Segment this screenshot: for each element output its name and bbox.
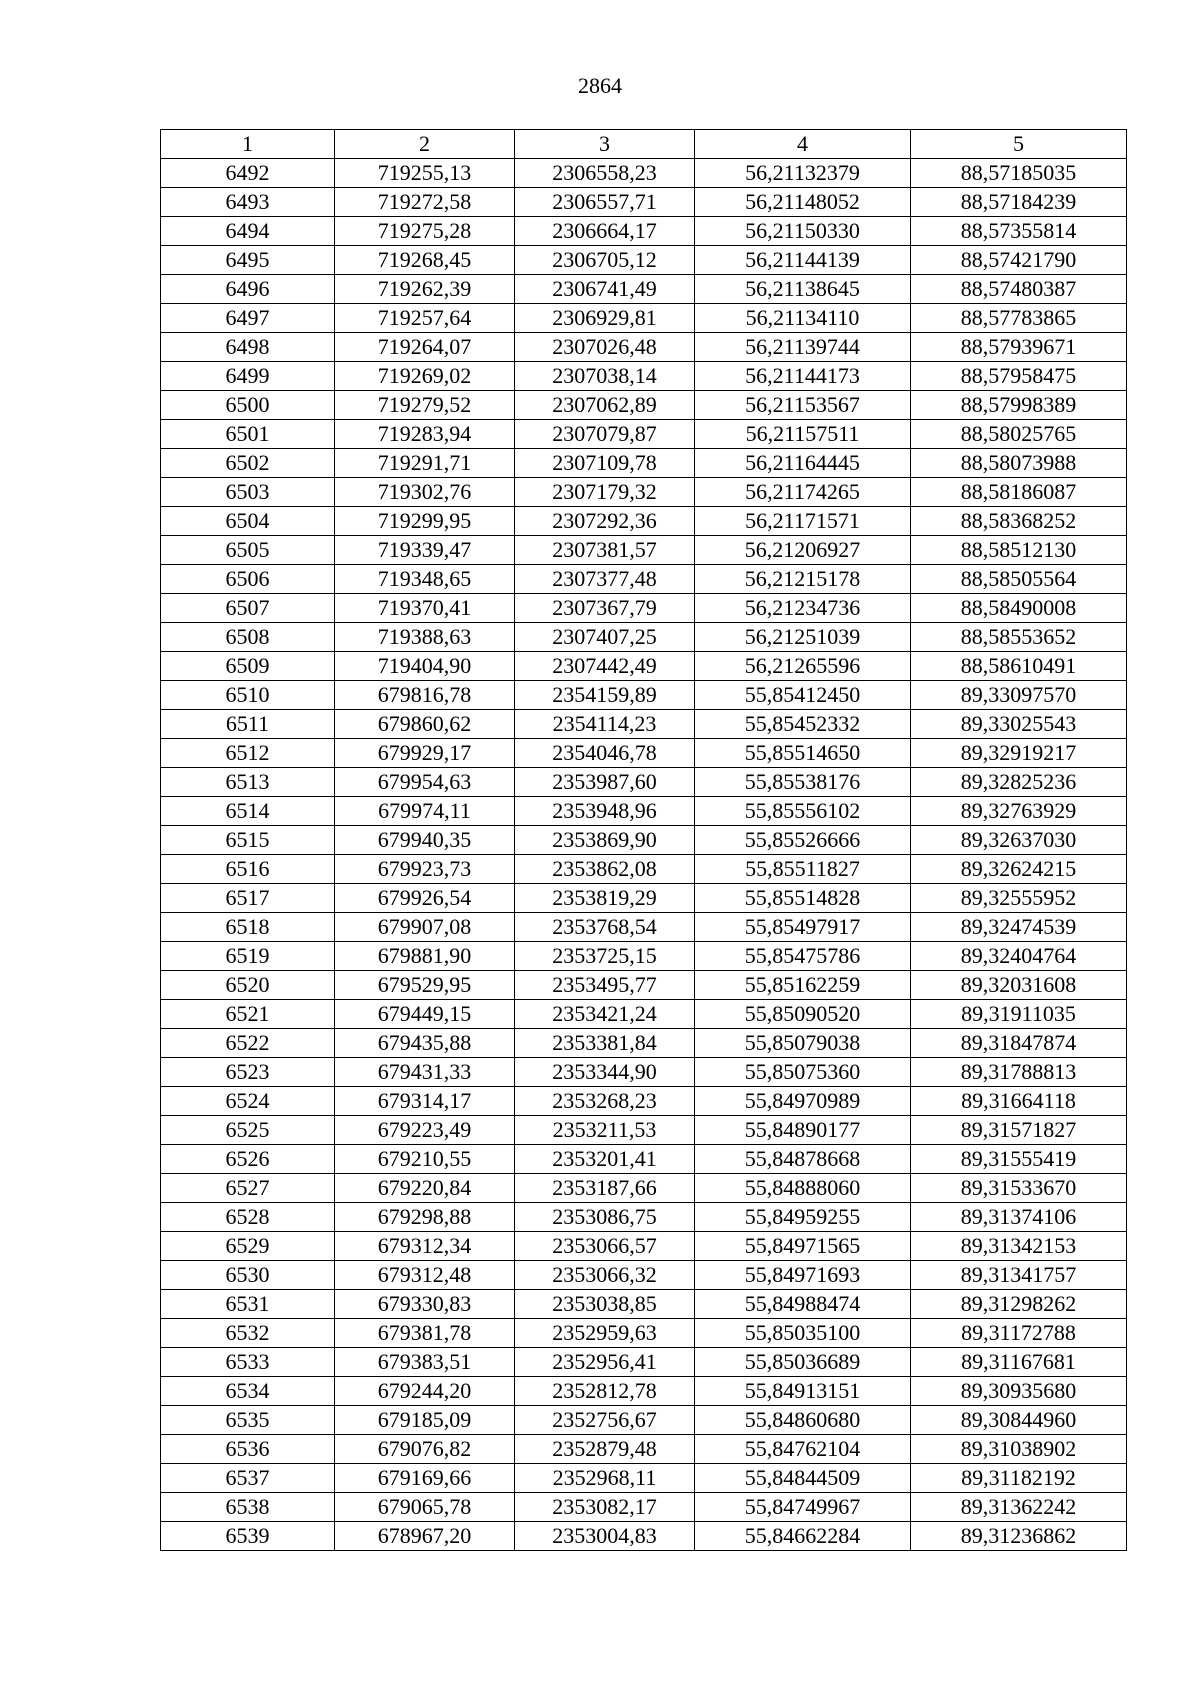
table-cell-col-5: 89,32474539 [911, 913, 1127, 942]
table-cell-col-3: 2352812,78 [515, 1377, 695, 1406]
table-cell-col-4: 55,84749967 [695, 1493, 911, 1522]
table-cell-col-5: 88,58073988 [911, 449, 1127, 478]
table-row [161, 739, 1127, 768]
table-cell-col-2: 719264,07 [335, 333, 515, 362]
table-cell-col-4: 55,84888060 [695, 1174, 911, 1203]
column-header-1: 1 [161, 130, 335, 159]
table-cell-col-4: 55,85035100 [695, 1319, 911, 1348]
table-cell-col-1: 6508 [161, 623, 335, 652]
table-cell-col-5: 88,58505564 [911, 565, 1127, 594]
table-cell-col-3: 2306705,12 [515, 246, 695, 275]
table-cell-col-4: 55,84844509 [695, 1464, 911, 1493]
table-cell-col-3: 2353869,90 [515, 826, 695, 855]
table-cell-col-2: 679929,17 [335, 739, 515, 768]
table-body [161, 159, 1127, 1551]
table-cell-col-1: 6529 [161, 1232, 335, 1261]
table-header [161, 130, 1127, 159]
table-cell-col-1: 6514 [161, 797, 335, 826]
table-cell-col-1: 6519 [161, 942, 335, 971]
table-cell-col-5: 88,57783865 [911, 304, 1127, 333]
table-row [161, 1203, 1127, 1232]
table-cell-col-1: 6537 [161, 1464, 335, 1493]
table-cell-col-1: 6507 [161, 594, 335, 623]
table-cell-col-1: 6539 [161, 1522, 335, 1551]
table-row [161, 159, 1127, 188]
table-cell-col-5: 88,58610491 [911, 652, 1127, 681]
table-cell-col-3: 2352756,67 [515, 1406, 695, 1435]
table-cell-col-3: 2353381,84 [515, 1029, 695, 1058]
table-cell-col-3: 2353725,15 [515, 942, 695, 971]
table-cell-col-5: 89,31664118 [911, 1087, 1127, 1116]
table-cell-col-1: 6524 [161, 1087, 335, 1116]
header-row [161, 130, 1127, 159]
table-row [161, 449, 1127, 478]
table-cell-col-2: 719291,71 [335, 449, 515, 478]
table-cell-col-1: 6525 [161, 1116, 335, 1145]
table-cell-col-2: 679330,83 [335, 1290, 515, 1319]
table-row [161, 884, 1127, 913]
table-row [161, 1464, 1127, 1493]
table-cell-col-2: 679383,51 [335, 1348, 515, 1377]
table-row [161, 188, 1127, 217]
table-row [161, 507, 1127, 536]
table-cell-col-3: 2307038,14 [515, 362, 695, 391]
table-cell-col-1: 6516 [161, 855, 335, 884]
table-cell-col-2: 719279,52 [335, 391, 515, 420]
table-cell-col-1: 6493 [161, 188, 335, 217]
table-cell-col-2: 679954,63 [335, 768, 515, 797]
table-cell-col-2: 679926,54 [335, 884, 515, 913]
table-cell-col-2: 719388,63 [335, 623, 515, 652]
table-cell-col-2: 719275,28 [335, 217, 515, 246]
table-cell-col-2: 679431,33 [335, 1058, 515, 1087]
table-cell-col-3: 2352968,11 [515, 1464, 695, 1493]
table-cell-col-1: 6528 [161, 1203, 335, 1232]
table-cell-col-3: 2353082,17 [515, 1493, 695, 1522]
table-cell-col-4: 55,85412450 [695, 681, 911, 710]
table-cell-col-4: 55,84913151 [695, 1377, 911, 1406]
table-cell-col-3: 2353268,23 [515, 1087, 695, 1116]
table-cell-col-2: 679860,62 [335, 710, 515, 739]
table-cell-col-2: 719299,95 [335, 507, 515, 536]
table-row [161, 1000, 1127, 1029]
table-cell-col-4: 55,85452332 [695, 710, 911, 739]
table-cell-col-1: 6510 [161, 681, 335, 710]
table-cell-col-2: 679449,15 [335, 1000, 515, 1029]
table-cell-col-3: 2307109,78 [515, 449, 695, 478]
table-row [161, 797, 1127, 826]
table-row [161, 913, 1127, 942]
table-cell-col-2: 719269,02 [335, 362, 515, 391]
table-cell-col-5: 89,32763929 [911, 797, 1127, 826]
table-cell-col-5: 89,33025543 [911, 710, 1127, 739]
table-cell-col-4: 55,84860680 [695, 1406, 911, 1435]
table-cell-col-1: 6506 [161, 565, 335, 594]
table-cell-col-2: 719302,76 [335, 478, 515, 507]
table-cell-col-4: 56,21265596 [695, 652, 911, 681]
table-cell-col-3: 2306929,81 [515, 304, 695, 333]
table-cell-col-5: 89,31172788 [911, 1319, 1127, 1348]
table-row [161, 362, 1127, 391]
table-cell-col-5: 89,30935680 [911, 1377, 1127, 1406]
table-cell-col-5: 88,57185035 [911, 159, 1127, 188]
table-row [161, 217, 1127, 246]
table-row [161, 1261, 1127, 1290]
table-cell-col-2: 719268,45 [335, 246, 515, 275]
table-cell-col-2: 679940,35 [335, 826, 515, 855]
table-row [161, 391, 1127, 420]
table-row [161, 1087, 1127, 1116]
table-cell-col-5: 89,31038902 [911, 1435, 1127, 1464]
table-cell-col-5: 89,32555952 [911, 884, 1127, 913]
table-cell-col-5: 89,30844960 [911, 1406, 1127, 1435]
table-cell-col-1: 6512 [161, 739, 335, 768]
table-cell-col-3: 2307407,25 [515, 623, 695, 652]
table-row [161, 420, 1127, 449]
table-row [161, 1319, 1127, 1348]
table-cell-col-4: 55,84959255 [695, 1203, 911, 1232]
table-row [161, 1116, 1127, 1145]
table-cell-col-1: 6521 [161, 1000, 335, 1029]
table-cell-col-1: 6509 [161, 652, 335, 681]
table-cell-col-4: 56,21134110 [695, 304, 911, 333]
table-cell-col-4: 56,21164445 [695, 449, 911, 478]
table-cell-col-3: 2306664,17 [515, 217, 695, 246]
table-cell-col-3: 2353819,29 [515, 884, 695, 913]
table-cell-col-2: 679065,78 [335, 1493, 515, 1522]
table-row [161, 1406, 1127, 1435]
table-cell-col-3: 2353187,66 [515, 1174, 695, 1203]
table-cell-col-2: 679220,84 [335, 1174, 515, 1203]
table-cell-col-1: 6532 [161, 1319, 335, 1348]
table-cell-col-5: 89,31374106 [911, 1203, 1127, 1232]
table-cell-col-3: 2353421,24 [515, 1000, 695, 1029]
table-row [161, 594, 1127, 623]
table-cell-col-4: 55,85514650 [695, 739, 911, 768]
table-cell-col-5: 88,58025765 [911, 420, 1127, 449]
table-cell-col-5: 89,31236862 [911, 1522, 1127, 1551]
table-cell-col-3: 2307062,89 [515, 391, 695, 420]
column-header-5: 5 [911, 130, 1127, 159]
table-cell-col-4: 56,21139744 [695, 333, 911, 362]
table-cell-col-5: 88,58490008 [911, 594, 1127, 623]
table-cell-col-5: 88,58512130 [911, 536, 1127, 565]
table-cell-col-5: 88,57939671 [911, 333, 1127, 362]
table-cell-col-3: 2353086,75 [515, 1203, 695, 1232]
table-cell-col-3: 2353768,54 [515, 913, 695, 942]
table-cell-col-1: 6534 [161, 1377, 335, 1406]
table-cell-col-2: 719348,65 [335, 565, 515, 594]
table-cell-col-2: 679312,34 [335, 1232, 515, 1261]
table-row [161, 1174, 1127, 1203]
table-cell-col-1: 6511 [161, 710, 335, 739]
table-row [161, 565, 1127, 594]
table-cell-col-1: 6517 [161, 884, 335, 913]
table-row [161, 1493, 1127, 1522]
table-cell-col-4: 56,21234736 [695, 594, 911, 623]
table-cell-col-4: 55,85538176 [695, 768, 911, 797]
table-cell-col-2: 719370,41 [335, 594, 515, 623]
table-cell-col-3: 2352879,48 [515, 1435, 695, 1464]
table-cell-col-5: 88,58553652 [911, 623, 1127, 652]
table-cell-col-1: 6496 [161, 275, 335, 304]
table-cell-col-3: 2307442,49 [515, 652, 695, 681]
column-header-4: 4 [695, 130, 911, 159]
table-cell-col-4: 55,85162259 [695, 971, 911, 1000]
table-cell-col-4: 55,85497917 [695, 913, 911, 942]
table-cell-col-4: 55,85090520 [695, 1000, 911, 1029]
table-cell-col-2: 679223,49 [335, 1116, 515, 1145]
table-cell-col-4: 56,21157511 [695, 420, 911, 449]
table-cell-col-4: 55,84971565 [695, 1232, 911, 1261]
table-cell-col-4: 55,84988474 [695, 1290, 911, 1319]
table-cell-col-5: 89,32919217 [911, 739, 1127, 768]
table-cell-col-5: 88,57480387 [911, 275, 1127, 304]
table-cell-col-1: 6535 [161, 1406, 335, 1435]
table-cell-col-5: 88,57998389 [911, 391, 1127, 420]
table-cell-col-4: 55,85556102 [695, 797, 911, 826]
table-cell-col-2: 719257,64 [335, 304, 515, 333]
table-cell-col-1: 6500 [161, 391, 335, 420]
table-cell-col-1: 6502 [161, 449, 335, 478]
table-row [161, 1058, 1127, 1087]
table-cell-col-5: 89,32637030 [911, 826, 1127, 855]
table-row [161, 478, 1127, 507]
table-cell-col-1: 6499 [161, 362, 335, 391]
table-cell-col-2: 679169,66 [335, 1464, 515, 1493]
table-row [161, 1029, 1127, 1058]
table-cell-col-2: 679974,11 [335, 797, 515, 826]
table-cell-col-4: 55,84878668 [695, 1145, 911, 1174]
table-cell-col-1: 6495 [161, 246, 335, 275]
table-cell-col-2: 679381,78 [335, 1319, 515, 1348]
table-row [161, 1435, 1127, 1464]
table-cell-col-2: 679244,20 [335, 1377, 515, 1406]
table-cell-col-2: 679907,08 [335, 913, 515, 942]
table-cell-col-5: 89,31555419 [911, 1145, 1127, 1174]
table-cell-col-3: 2353211,53 [515, 1116, 695, 1145]
table-cell-col-5: 88,58186087 [911, 478, 1127, 507]
table-cell-col-5: 89,31571827 [911, 1116, 1127, 1145]
table-cell-col-2: 679076,82 [335, 1435, 515, 1464]
table-cell-col-5: 89,32624215 [911, 855, 1127, 884]
table-cell-col-3: 2353004,83 [515, 1522, 695, 1551]
table-row [161, 1348, 1127, 1377]
table-row [161, 333, 1127, 362]
table-cell-col-3: 2353038,85 [515, 1290, 695, 1319]
table-cell-col-5: 89,31847874 [911, 1029, 1127, 1058]
table-row [161, 1377, 1127, 1406]
table-cell-col-5: 89,33097570 [911, 681, 1127, 710]
table-cell-col-3: 2354114,23 [515, 710, 695, 739]
table-row [161, 1232, 1127, 1261]
table-cell-col-3: 2353987,60 [515, 768, 695, 797]
table-cell-col-2: 679185,09 [335, 1406, 515, 1435]
table-cell-col-1: 6520 [161, 971, 335, 1000]
table-cell-col-2: 719255,13 [335, 159, 515, 188]
table-row [161, 855, 1127, 884]
table-cell-col-3: 2353066,32 [515, 1261, 695, 1290]
table-cell-col-2: 678967,20 [335, 1522, 515, 1551]
table-cell-col-5: 88,58368252 [911, 507, 1127, 536]
table-cell-col-2: 679210,55 [335, 1145, 515, 1174]
table-cell-col-3: 2354046,78 [515, 739, 695, 768]
table-cell-col-1: 6522 [161, 1029, 335, 1058]
table-cell-col-4: 55,84762104 [695, 1435, 911, 1464]
table-cell-col-4: 56,21144139 [695, 246, 911, 275]
table-cell-col-1: 6492 [161, 159, 335, 188]
table-cell-col-3: 2354159,89 [515, 681, 695, 710]
table-row [161, 942, 1127, 971]
table-cell-col-3: 2307026,48 [515, 333, 695, 362]
table-cell-col-1: 6515 [161, 826, 335, 855]
table-cell-col-1: 6538 [161, 1493, 335, 1522]
table-cell-col-1: 6505 [161, 536, 335, 565]
table-cell-col-4: 56,21215178 [695, 565, 911, 594]
table-cell-col-5: 88,57958475 [911, 362, 1127, 391]
table-cell-col-4: 56,21251039 [695, 623, 911, 652]
table-cell-col-5: 89,32404764 [911, 942, 1127, 971]
table-cell-col-1: 6527 [161, 1174, 335, 1203]
table-cell-col-2: 679435,88 [335, 1029, 515, 1058]
table-cell-col-3: 2307377,48 [515, 565, 695, 594]
table-cell-col-4: 55,84890177 [695, 1116, 911, 1145]
table-cell-col-4: 55,85511827 [695, 855, 911, 884]
table-cell-col-3: 2306557,71 [515, 188, 695, 217]
table-row [161, 681, 1127, 710]
table-cell-col-5: 89,31788813 [911, 1058, 1127, 1087]
table-cell-col-1: 6533 [161, 1348, 335, 1377]
table-cell-col-4: 56,21144173 [695, 362, 911, 391]
table-cell-col-3: 2307179,32 [515, 478, 695, 507]
table-cell-col-4: 56,21132379 [695, 159, 911, 188]
table-cell-col-1: 6536 [161, 1435, 335, 1464]
table-row [161, 826, 1127, 855]
table-row [161, 710, 1127, 739]
table-cell-col-4: 55,85526666 [695, 826, 911, 855]
table-cell-col-1: 6504 [161, 507, 335, 536]
table-cell-col-2: 719262,39 [335, 275, 515, 304]
table-cell-col-3: 2307292,36 [515, 507, 695, 536]
table-cell-col-1: 6494 [161, 217, 335, 246]
table-cell-col-4: 55,85079038 [695, 1029, 911, 1058]
table-cell-col-5: 89,31362242 [911, 1493, 1127, 1522]
table-cell-col-2: 719404,90 [335, 652, 515, 681]
table-cell-col-5: 88,57355814 [911, 217, 1127, 246]
table-row [161, 623, 1127, 652]
table-cell-col-1: 6518 [161, 913, 335, 942]
table-cell-col-4: 56,21148052 [695, 188, 911, 217]
table-cell-col-5: 89,31533670 [911, 1174, 1127, 1203]
table-cell-col-3: 2306558,23 [515, 159, 695, 188]
table-cell-col-3: 2353201,41 [515, 1145, 695, 1174]
table-cell-col-5: 89,32825236 [911, 768, 1127, 797]
table-cell-col-4: 55,85514828 [695, 884, 911, 913]
column-header-3: 3 [515, 130, 695, 159]
table-cell-col-3: 2306741,49 [515, 275, 695, 304]
table-cell-col-5: 89,31341757 [911, 1261, 1127, 1290]
table-cell-col-4: 55,85475786 [695, 942, 911, 971]
table-cell-col-5: 88,57184239 [911, 188, 1127, 217]
table-cell-col-4: 55,84971693 [695, 1261, 911, 1290]
table-cell-col-5: 89,31182192 [911, 1464, 1127, 1493]
table-cell-col-3: 2352959,63 [515, 1319, 695, 1348]
table-cell-col-4: 55,84970989 [695, 1087, 911, 1116]
table-cell-col-2: 679314,17 [335, 1087, 515, 1116]
table-cell-col-3: 2307367,79 [515, 594, 695, 623]
table-cell-col-1: 6498 [161, 333, 335, 362]
table-row [161, 768, 1127, 797]
table-cell-col-3: 2352956,41 [515, 1348, 695, 1377]
table-cell-col-1: 6503 [161, 478, 335, 507]
table-row [161, 536, 1127, 565]
table-cell-col-4: 55,85075360 [695, 1058, 911, 1087]
table-cell-col-5: 89,31911035 [911, 1000, 1127, 1029]
table-cell-col-4: 56,21171571 [695, 507, 911, 536]
table-cell-col-4: 56,21174265 [695, 478, 911, 507]
table-cell-col-3: 2353495,77 [515, 971, 695, 1000]
table-row [161, 971, 1127, 1000]
page-number: 2864 [578, 73, 622, 98]
table-cell-col-2: 679816,78 [335, 681, 515, 710]
table-row [161, 652, 1127, 681]
table-cell-col-2: 679923,73 [335, 855, 515, 884]
table-cell-col-4: 55,84662284 [695, 1522, 911, 1551]
table-cell-col-2: 719283,94 [335, 420, 515, 449]
table-row [161, 275, 1127, 304]
table-cell-col-3: 2307079,87 [515, 420, 695, 449]
table-cell-col-5: 89,31342153 [911, 1232, 1127, 1261]
table-cell-col-5: 89,32031608 [911, 971, 1127, 1000]
table-cell-col-3: 2353948,96 [515, 797, 695, 826]
table-cell-col-2: 719272,58 [335, 188, 515, 217]
table-cell-col-1: 6531 [161, 1290, 335, 1319]
table-cell-col-1: 6497 [161, 304, 335, 333]
table-cell-col-2: 679298,88 [335, 1203, 515, 1232]
table-cell-col-3: 2353862,08 [515, 855, 695, 884]
table-cell-col-1: 6526 [161, 1145, 335, 1174]
table-cell-col-4: 56,21138645 [695, 275, 911, 304]
table-cell-col-1: 6513 [161, 768, 335, 797]
table-cell-col-4: 56,21153567 [695, 391, 911, 420]
table-cell-col-2: 679312,48 [335, 1261, 515, 1290]
table-cell-col-3: 2307381,57 [515, 536, 695, 565]
table-cell-col-2: 719339,47 [335, 536, 515, 565]
table-cell-col-4: 55,85036689 [695, 1348, 911, 1377]
table-cell-col-1: 6530 [161, 1261, 335, 1290]
table-row [161, 1145, 1127, 1174]
table-cell-col-5: 89,31298262 [911, 1290, 1127, 1319]
table-cell-col-2: 679881,90 [335, 942, 515, 971]
table-cell-col-3: 2353066,57 [515, 1232, 695, 1261]
table-row [161, 304, 1127, 333]
table-row [161, 246, 1127, 275]
table-cell-col-3: 2353344,90 [515, 1058, 695, 1087]
table-cell-col-5: 89,31167681 [911, 1348, 1127, 1377]
column-header-2: 2 [335, 130, 515, 159]
table-cell-col-1: 6523 [161, 1058, 335, 1087]
table-row [161, 1522, 1127, 1551]
coordinates-table [160, 129, 1127, 1551]
table-cell-col-5: 88,57421790 [911, 246, 1127, 275]
table-cell-col-1: 6501 [161, 420, 335, 449]
table-cell-col-4: 56,21150330 [695, 217, 911, 246]
table-cell-col-4: 56,21206927 [695, 536, 911, 565]
table-row [161, 1290, 1127, 1319]
table-cell-col-2: 679529,95 [335, 971, 515, 1000]
